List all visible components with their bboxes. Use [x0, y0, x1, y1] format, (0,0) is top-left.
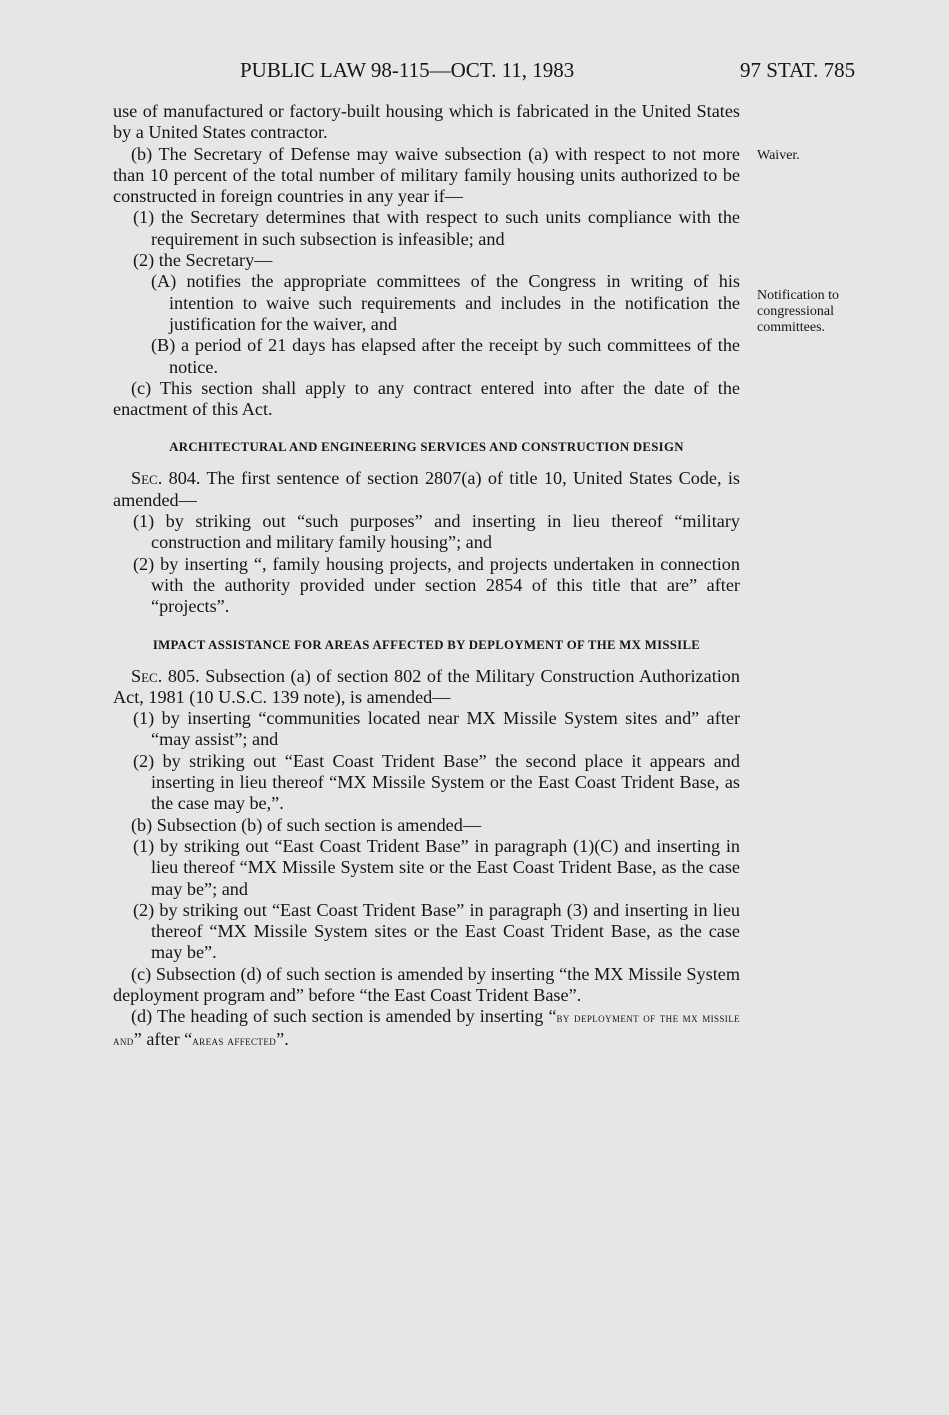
section-label: Sec. 805. [131, 665, 200, 686]
paragraph: (1) by inserting “communities located near MX Missile System sites and” after “may assist”; and [133, 708, 740, 750]
paragraph: (2) the Secretary— [133, 250, 273, 271]
paragraph: (1) by striking out “East Coast Trident Base” in paragraph (1)(C) and inserting in lieu thereof “MX Missile System site or the East Coast Trident Base, as the case may be”; and [133, 835, 740, 899]
paragraph: (1) by striking out “such purposes” and inserting in lieu thereof “military construction and military family housing”; and [133, 511, 740, 553]
paragraph: (1) the Secretary determines that with respect to such units compliance with the requirement in such subsection is infeasible; and [133, 207, 740, 249]
section-heading: ARCHITECTURAL AND ENGINEERING SERVICES AND CONSTRUCTION DESIGN [169, 440, 684, 455]
text-run: ” after “ [133, 1028, 193, 1049]
section-text: Subsection (a) of section 802 of the Military Construction Authorization Act, 1981 (10 U.S.C. 139 note), is amended— [113, 665, 740, 707]
paragraph: (2) by inserting “, family housing projects, and projects undertaken in connection with the authority provided under section 2854 of this title that are” after “projects”. [133, 553, 740, 617]
page-header-stat: 97 STAT. 785 [740, 58, 856, 82]
section-heading: IMPACT ASSISTANCE FOR AREAS AFFECTED BY DEPLOYMENT OF THE MX MISSILE [152, 637, 701, 652]
section-label: Sec. 804. [131, 468, 201, 489]
paragraph: (c) Subsection (d) of such section is amended by inserting “the MX Missile System deployment program and” before “the East Coast Trident Base”. [113, 963, 740, 1005]
paragraph: (b) Subsection (b) of such section is amended— [131, 814, 482, 835]
small-caps-run: areas affected [192, 1032, 277, 1048]
margin-note-notification: Notification to congressional committees. [757, 288, 840, 335]
page-header-title: PUBLIC LAW 98-115—OCT. 11, 1983 [240, 58, 575, 82]
paragraph: (2) by striking out “East Coast Trident Base” the second place it appears and inserting in lieu thereof “MX Missile System or the East Coast Trident Base, as the case may be,”. [133, 750, 740, 814]
section-805 [113, 666, 740, 709]
paragraph: use of manufactured or factory-built housing which is fabricated in the United States by a United States contractor. [113, 101, 740, 143]
margin-note-waiver: Waiver. [757, 148, 800, 163]
section-text: The first sentence of section 2807(a) of title 10, United States Code, is amended— [113, 468, 740, 510]
text-run: (d) The heading of such section is amended by inserting “ [131, 1006, 557, 1027]
paragraph: (A) notifies the appropriate committees of the Congress in writing of his intention to waive such requirements and includes in the notification the justification for the waiver, and [151, 271, 740, 334]
section-804 [113, 468, 740, 511]
paragraph-heading-amendment [113, 1006, 740, 1051]
paragraph: (B) a period of 21 days has elapsed after the receipt by such committees of the notice. [151, 335, 740, 377]
paragraph: (b) The Secretary of Defense may waive subsection (a) with respect to not more than 10 percent of the total number of military family housing units authorized to be constructed in foreign countries in any year if— [113, 143, 740, 207]
small-caps-run: by deployment of the mx missile and [113, 1010, 741, 1048]
paragraph: (2) by striking out “East Coast Trident Base” in paragraph (3) and inserting in lieu thereof “MX Missile System sites or the East Coast Trident Base, as the case may be”. [133, 899, 740, 963]
text-run: ”. [276, 1028, 289, 1049]
paragraph: (c) This section shall apply to any contract entered into after the date of the enactment of this Act. [113, 377, 740, 420]
body-text [113, 101, 740, 1051]
